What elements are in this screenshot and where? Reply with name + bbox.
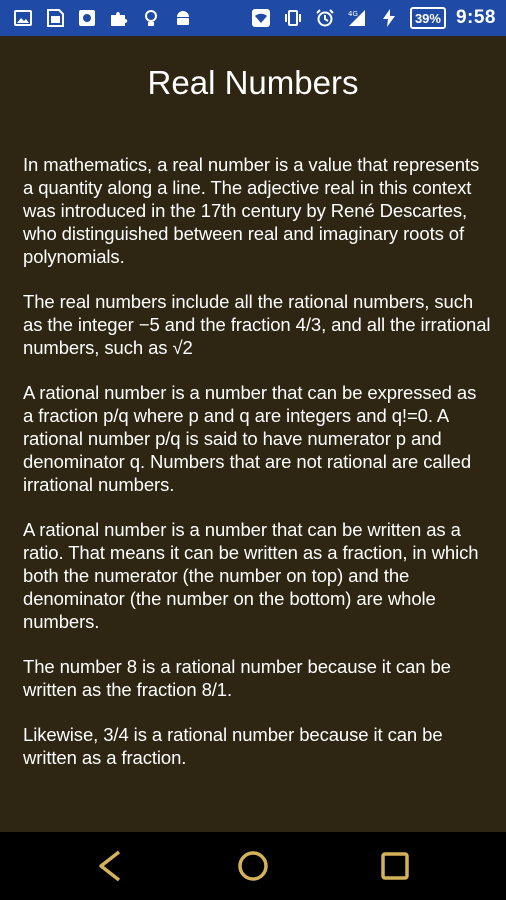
- system-icons: [250, 7, 496, 29]
- alarm-icon: [314, 7, 336, 29]
- paragraph: The number 8 is a rational number because it can be written as the fraction 8/1.: [23, 656, 451, 700]
- puzzle-icon: [108, 7, 130, 29]
- status-bar: [0, 0, 506, 36]
- camera-app-icon: [76, 7, 98, 29]
- article-body: [23, 153, 491, 791]
- battery-indicator: 39%: [410, 7, 446, 29]
- paragraph: A rational number is a number that can be written as a ratio. That means it can be written as a fraction, in which both the numerator (the number on top) and the denominator (the number on the bottom) are whole numbers.: [23, 519, 479, 632]
- charging-icon: [378, 7, 400, 29]
- back-button[interactable]: [81, 836, 141, 896]
- svg-text:4G: 4G: [347, 10, 358, 18]
- android-icon: [172, 7, 194, 29]
- back-icon: [93, 848, 129, 884]
- sim-card-icon: [44, 7, 66, 29]
- notification-icons: [12, 7, 194, 29]
- clock: 9:58: [455, 7, 496, 28]
- wifi-icon: [250, 7, 272, 29]
- signal-icon: [346, 7, 368, 29]
- home-button[interactable]: [223, 836, 283, 896]
- vibrate-icon: [282, 7, 304, 29]
- article-view: [0, 36, 506, 832]
- paragraph: A rational number is a number that can be expressed as a fraction p/q where p and q are integers and q!=0. A rational number p/q is said to have numerator p and denominator q. Numbers that are not rational are called irrational numbers.: [23, 382, 477, 495]
- recents-icon: [377, 848, 413, 884]
- lightbulb-icon: [140, 7, 162, 29]
- gallery-icon: [12, 7, 34, 29]
- paragraph: In mathematics, a real number is a value that represents a quantity along a line. The adjective real in this context was introduced in the 17th century by René Descartes, who distinguished between real and imaginary roots of polynomials.: [23, 154, 480, 267]
- home-icon: [235, 848, 271, 884]
- paragraph: The real numbers include all the rational numbers, such as the integer −5 and the fraction 4/3, and all the irrational numbers, such as √2: [23, 291, 491, 358]
- paragraph: Likewise, 3/4 is a rational number because it can be written as a fraction.: [23, 724, 443, 768]
- navigation-bar: [0, 832, 506, 900]
- recents-button[interactable]: [365, 836, 425, 896]
- page-title: Real Numbers: [147, 64, 359, 101]
